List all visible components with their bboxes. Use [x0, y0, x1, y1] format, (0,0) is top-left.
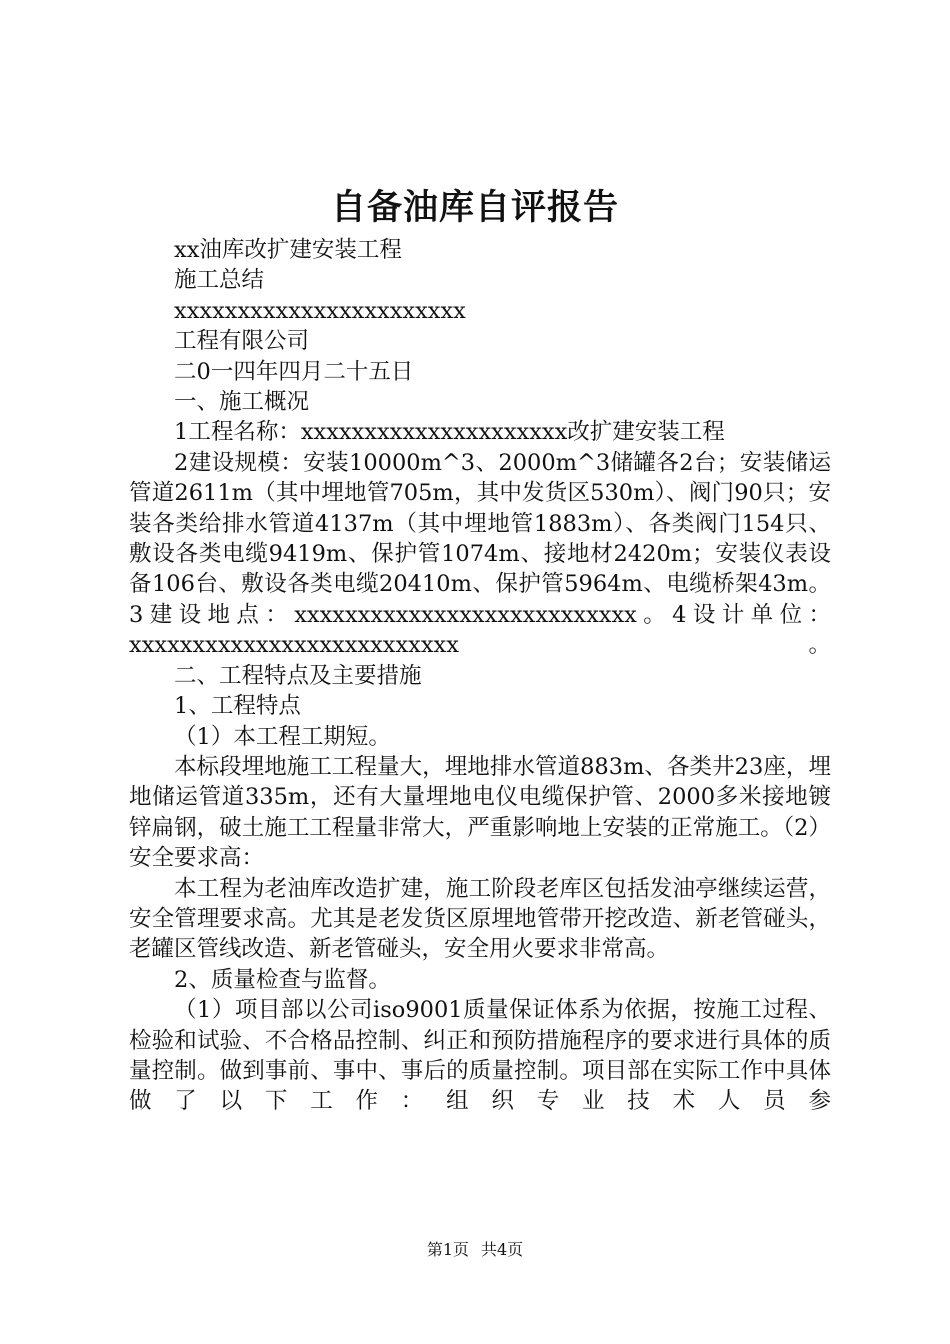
construction-scale-paragraph: 2建设规模：安装10000m^3、2000m^3储罐各2台；安装储运管道2611m（其中埋地管705m，其中发货区530m）、阀门90只；安装各类给排水管道4137m（其中埋地管1883m）、各类阀门154只、敷设各类电缆9419m、保护管1074m、接地材2420m；安装仪表设备106台、敷设各类电缆20410m、保护管5964m、电缆桥架43m。3建设地点：xxxxxxxxxxxxxxxxxxxxxxxxxxx。4设计单位：xxxxxxxxxxxxxxxxxxxxxxxxxx。	[129, 449, 831, 659]
quality-control-paragraph: （1）项目部以公司iso9001质量保证体系为依据，按施工过程、检验和试验、不合格品控制、纠正和预防措施程序的要求进行具体的质量控制。做到事前、事中、事后的质量控制。项目部在实际工作中具体做了以下工作：组织专业技术人员参	[129, 997, 831, 1115]
underground-work-paragraph: 本标段埋地施工工程量大，埋地排水管道883m、各类井23座，埋地储运管道335m，还有大量埋地电仪电缆保护管、2000多米接地镀锌扁钢，破土施工工程量非常大，严重影响地上安装的正常施工。（2）安全要求高：	[129, 753, 831, 872]
subheading-features: 1、工程特点	[174, 693, 301, 720]
section-heading-overview: 一、施工概况	[174, 389, 310, 416]
section-heading-features: 二、工程特点及主要措施	[174, 662, 422, 689]
project-name-line: xx油库改扩建安装工程	[174, 237, 402, 263]
page-footer	[0, 1238, 950, 1262]
page-number: 第1页	[426, 1240, 469, 1259]
feature-short-schedule: （1）本工程工期短。	[174, 723, 391, 750]
company-name-line: 工程有限公司	[174, 328, 310, 355]
page-count: 共4页	[481, 1240, 524, 1259]
safety-paragraph: 本工程为老油库改造扩建，施工阶段老库区包括发油亭继续运营，安全管理要求高。尤其是老发货区原埋地管带开挖改造、新老管碰头，老罐区管线改造、新老管碰头，安全用火要求非常高。	[129, 875, 831, 963]
document-body	[129, 235, 831, 1117]
document-title: 自备油库自评报告	[330, 188, 619, 228]
document-date: 二0一四年四月二十五日	[174, 358, 414, 385]
company-prefix-line: xxxxxxxxxxxxxxxxxxxxxxx	[174, 297, 466, 324]
project-name-item: 1工程名称：xxxxxxxxxxxxxxxxxxxxx改扩建安装工程	[174, 419, 725, 446]
subheading-quality: 2、质量检查与监督。	[174, 966, 391, 993]
summary-label: 施工总结	[174, 267, 265, 294]
